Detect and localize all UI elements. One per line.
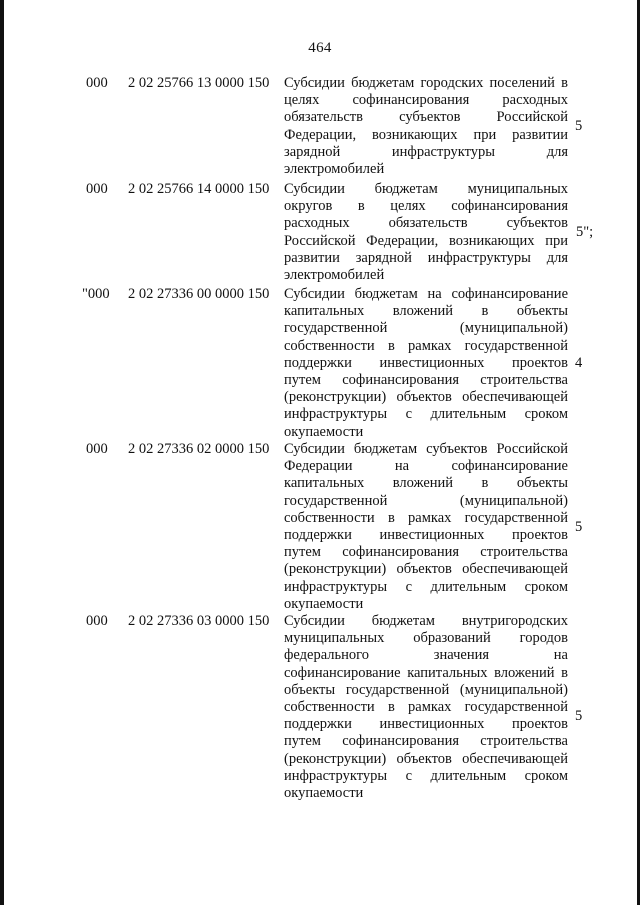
revenue-name-line: электромобилей	[284, 161, 385, 178]
revenue-name-line: Субсидии бюджетам внутригородских	[284, 613, 568, 629]
revenue-name-line: целях софинансирования расходных	[284, 92, 568, 109]
revenue-name-line: (реконструкции) объектов обеспечивающей	[284, 389, 568, 406]
revenue-name-line: муниципальных образований городов	[284, 630, 568, 647]
revenue-name-line: окупаемости	[284, 595, 364, 612]
revenue-name-line: Субсидии бюджетам городских поселений в	[284, 75, 568, 91]
page-number: 464	[308, 40, 332, 56]
admin-code-cell: "000	[82, 286, 110, 302]
admin-code-cell: 000	[86, 613, 108, 629]
budget-classification-code-cell: 2 02 27336 03 0000 150	[128, 613, 270, 629]
revenue-name-line: зарядной инфраструктуры для	[284, 143, 568, 160]
revenue-name-line: окупаемости	[284, 423, 364, 440]
revenue-name-line: инфраструктуры с длительным сроком	[284, 767, 568, 784]
revenue-name-line: Федерации на софинансирование	[284, 458, 568, 475]
revenue-name-cell	[284, 441, 568, 613]
amount-cell: 5";	[576, 224, 594, 241]
budget-classification-code-cell: 2 02 27336 00 0000 150	[128, 286, 270, 302]
revenue-name-line: собственности в рамках государственной	[284, 337, 568, 354]
revenue-name-line: электромобилей	[284, 267, 385, 284]
revenue-name-line: путем софинансирования строительства	[284, 372, 568, 389]
revenue-name-line: государственной (муниципальной)	[284, 492, 568, 509]
revenue-name-line: государственной (муниципальной)	[284, 320, 568, 337]
amount-cell: 4	[575, 354, 583, 371]
revenue-name-line: объекты государственной (муниципальной)	[284, 681, 568, 698]
revenue-name-line: окупаемости	[284, 785, 364, 802]
revenue-name-cell	[284, 75, 568, 178]
revenue-name-line: поддержки инвестиционных проектов	[284, 716, 568, 733]
revenue-name-line: собственности в рамках государственной	[284, 509, 568, 526]
admin-code-cell: 000	[86, 441, 108, 457]
budget-classification-code-cell: 2 02 25766 14 0000 150	[128, 181, 270, 197]
admin-code-cell: 000	[86, 181, 108, 197]
scan-edge-left	[0, 0, 4, 905]
revenue-name-line: обязательств субъектов Российской	[284, 109, 568, 126]
revenue-name-line: округов в целях софинансирования	[284, 198, 568, 215]
revenue-name-line: развитии зарядной инфраструктуры для	[284, 249, 568, 266]
revenue-name-cell	[284, 613, 568, 802]
revenue-name-line: (реконструкции) объектов обеспечивающей	[284, 561, 568, 578]
revenue-name-line: (реконструкции) объектов обеспечивающей	[284, 750, 568, 767]
revenue-name-line: Субсидии бюджетам на софинансирование	[284, 286, 568, 302]
amount-cell: 5	[575, 118, 583, 135]
revenue-name-line: собственности в рамках государственной	[284, 699, 568, 716]
revenue-name-line: капитальных вложений в объекты	[284, 475, 568, 492]
revenue-name-line: софинансирование капитальных вложений в	[284, 664, 568, 681]
revenue-name-line: федерального значения на	[284, 647, 568, 664]
budget-classification-code-cell: 2 02 25766 13 0000 150	[128, 75, 270, 91]
amount-cell: 5	[575, 518, 583, 535]
revenue-name-line: инфраструктуры с длительным сроком	[284, 578, 568, 595]
revenue-name-line: путем софинансирования строительства	[284, 733, 568, 750]
revenue-name-cell	[284, 286, 568, 441]
revenue-name-line: Субсидии бюджетам субъектов Российской	[284, 441, 568, 457]
revenue-name-line: расходных обязательств субъектов	[284, 215, 568, 232]
revenue-name-line: Федерации, возникающих при развитии	[284, 126, 568, 143]
revenue-name-line: путем софинансирования строительства	[284, 544, 568, 561]
admin-code-cell: 000	[86, 75, 108, 91]
revenue-name-line: Российской Федерации, возникающих при	[284, 232, 568, 249]
revenue-name-line: капитальных вложений в объекты	[284, 303, 568, 320]
revenue-name-line: поддержки инвестиционных проектов	[284, 527, 568, 544]
revenue-name-line: Субсидии бюджетам муниципальных	[284, 181, 568, 197]
amount-cell: 5	[575, 708, 583, 724]
budget-classification-code-cell: 2 02 27336 02 0000 150	[128, 441, 270, 457]
revenue-name-line: поддержки инвестиционных проектов	[284, 354, 568, 371]
revenue-name-cell	[284, 181, 568, 284]
revenue-name-line: инфраструктуры с длительным сроком	[284, 406, 568, 423]
